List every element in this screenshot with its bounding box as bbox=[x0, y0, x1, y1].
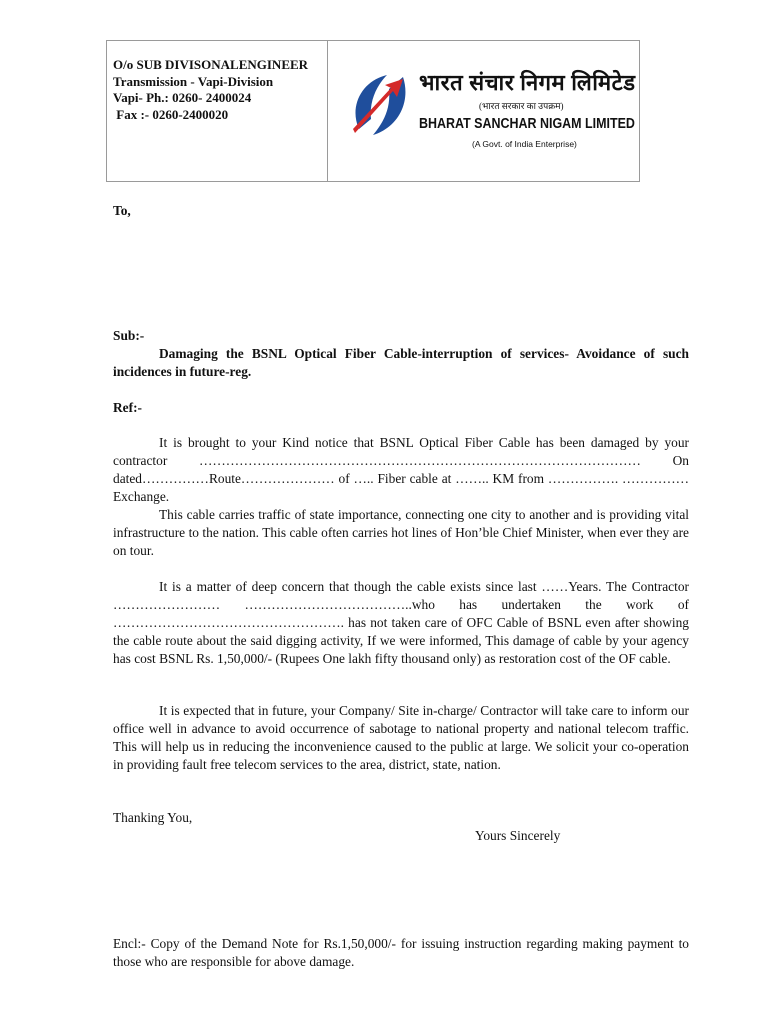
office-address bbox=[113, 57, 308, 123]
division-name: Transmission - Vapi-Division bbox=[113, 73, 274, 89]
logo-hindi-tagline: (भारत सरकार का उपक्रम) bbox=[479, 101, 564, 111]
paragraph-expectation: It is expected that in future, your Company/ Site in-charge/ Contractor will take care to inform our office well in advance to avoid occurrence of sabotage to national property and national telecom traffic. This will help us in reducing the inconvenience caused to the public at large. We solicit your co-operation in providing fault free telecom services to the area, district, state, nation. bbox=[113, 703, 689, 772]
thanking-line: Thanking You, bbox=[113, 810, 193, 825]
fax-number: Fax :- 0260-2400020 bbox=[113, 106, 229, 122]
letter-body-1 bbox=[113, 434, 689, 560]
logo-hindi-name: भारत संचार निगम लिमिटेड bbox=[419, 70, 636, 95]
closing-line: Yours Sincerely bbox=[475, 828, 561, 843]
phone-number: Vapi- Ph.: 0260- 2400024 bbox=[113, 90, 252, 105]
enclosure-note: Encl:- Copy of the Demand Note for Rs.1,50,000/- for issuing instruction regarding making payment to those who are responsible for above damage. bbox=[113, 936, 689, 969]
logo-english-name: BHARAT SANCHAR NIGAM LIMITED bbox=[419, 116, 635, 132]
bsnl-emblem-icon bbox=[347, 67, 413, 143]
office-name: O/o SUB DIVISONALENGINEER bbox=[113, 57, 309, 72]
to-line: To, bbox=[113, 203, 131, 218]
paragraph-concern: It is a matter of deep concern that though the cable exists since last ……Years. The Contractor …………………… ………………………………..who has undertaken the work of ……………………………………………. has not taken care of OFC Cable of BSNL even after showing the cable route about the said digging activity, If we were informed, This damage of cable by your agency has cost BSNL Rs. 1,50,000/- (Rupees One lakh fifty thousand only) as restoration cost of the OF cable. bbox=[113, 579, 689, 666]
subject-label: Sub:- bbox=[113, 328, 145, 343]
logo-english-tagline: (A Govt. of India Enterprise) bbox=[472, 139, 577, 149]
bsnl-logo bbox=[347, 59, 637, 169]
letterhead bbox=[106, 40, 640, 182]
paragraph-damage-notice: It is brought to your Kind notice that BSNL Optical Fiber Cable has been damaged by your contractor ……………………………………………………………………………………… On dated……………Route………………… of ….. Fiber cable at …….. KM from ……………. ……………Exchange. bbox=[113, 435, 689, 504]
paragraph-cable-importance: This cable carries traffic of state importance, connecting one city to another and is providing vital infrastructure to the nation. This cable often carries hot lines of Hon’ble Chief Minister, when ever they are on tour. bbox=[113, 507, 689, 558]
office-address-block bbox=[107, 41, 328, 181]
reference-label: Ref:- bbox=[113, 400, 142, 415]
subject-text: Damaging the BSNL Optical Fiber Cable-interruption of services- Avoidance of such incidences in future-reg. bbox=[113, 346, 689, 379]
